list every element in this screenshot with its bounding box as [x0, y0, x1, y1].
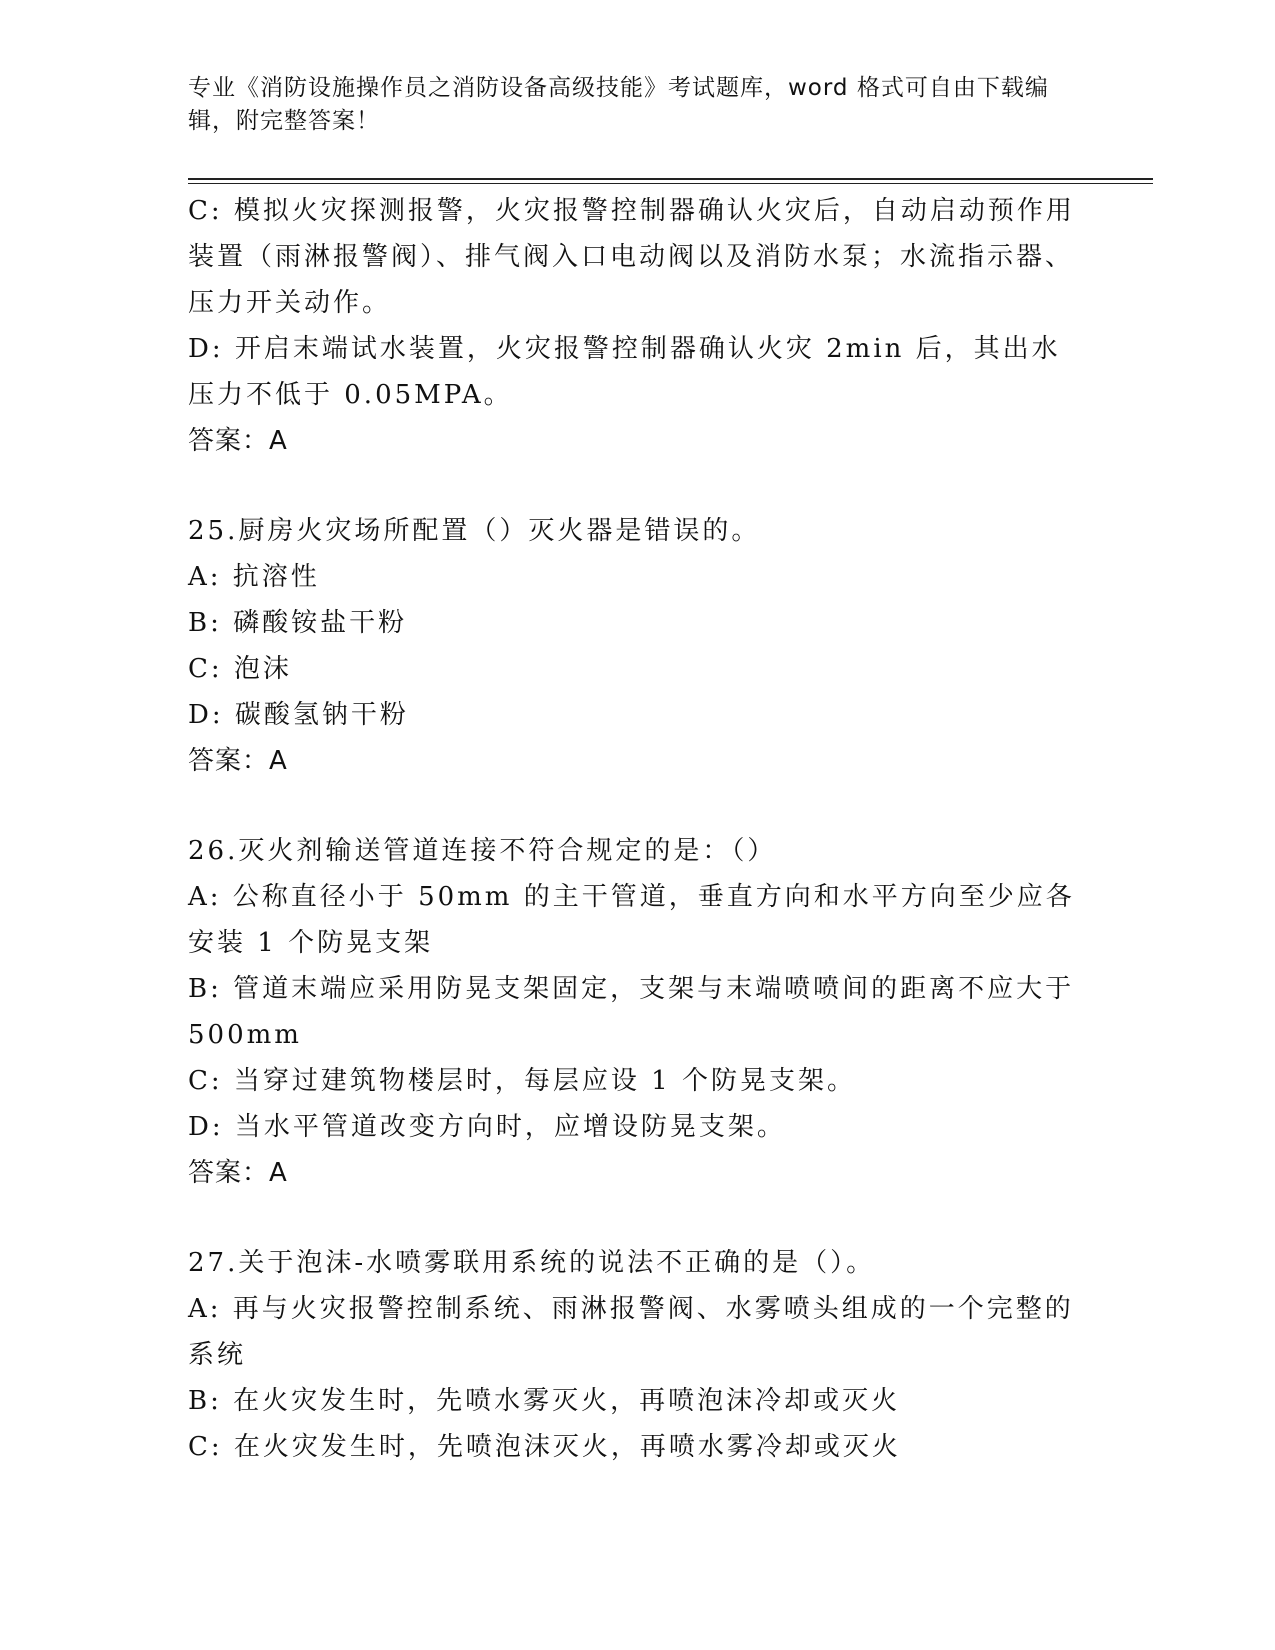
- option-c: C: 当穿过建筑物楼层时，每层应设 1 个防晃支架。: [188, 1066, 856, 1096]
- document-content: [188, 188, 1078, 1470]
- header-divider-thick: [188, 178, 1153, 180]
- option-b: B: 在火灾发生时，先喷水雾灭火，再喷泡沫冷却或灭火: [188, 1386, 901, 1416]
- question-25: [188, 508, 1078, 784]
- option-c: C: 在火灾发生时，先喷泡沫灭火，再喷水雾冷却或灭火: [188, 1432, 901, 1462]
- prev-question-block: [188, 188, 1078, 464]
- option-d: D: 开启末端试水装置，火灾报警控制器确认火灾 2min 后，其出水压力不低于 0.05MPA。: [188, 334, 1061, 410]
- option-d: D: 当水平管道改变方向时，应增设防晃支架。: [188, 1112, 786, 1142]
- option-b: B: 管道末端应采用防晃支架固定，支架与末端喷喷间的距离不应大于 500mm: [188, 974, 1075, 1050]
- header-divider-thin: [188, 183, 1153, 184]
- option-b: B: 磷酸铵盐干粉: [188, 608, 408, 638]
- document-header: 专业《消防设施操作员之消防设备高级技能》考试题库，word 格式可自由下载编辑，附完整答案！: [188, 75, 1049, 134]
- option-d: D: 碳酸氢钠干粉: [188, 700, 409, 730]
- answer-line: 答案：A: [188, 746, 288, 776]
- answer-line: 答案：A: [188, 426, 288, 456]
- question-stem: 26.灭火剂输送管道连接不符合规定的是：（）: [188, 836, 777, 866]
- option-a: A: 抗溶性: [188, 562, 320, 592]
- question-27: [188, 1240, 1078, 1470]
- option-c: C: 模拟火灾探测报警，火灾报警控制器确认火灾后，自动启动预作用装置（雨淋报警阀）、排气阀入口电动阀以及消防水泵；水流指示器、压力开关动作。: [188, 196, 1075, 318]
- question-26: [188, 828, 1078, 1196]
- option-a: A: 公称直径小于 50mm 的主干管道，垂直方向和水平方向至少应各安装 1 个防晃支架: [188, 882, 1075, 958]
- option-c: C: 泡沫: [188, 654, 292, 684]
- question-stem: 25.厨房火灾场所配置（）灭火器是错误的。: [188, 516, 761, 546]
- question-stem: 27.关于泡沫-水喷雾联用系统的说法不正确的是（）。: [188, 1248, 876, 1278]
- option-a: A: 再与火灾报警控制系统、雨淋报警阀、水雾喷头组成的一个完整的系统: [188, 1294, 1074, 1370]
- answer-line: 答案：A: [188, 1158, 288, 1188]
